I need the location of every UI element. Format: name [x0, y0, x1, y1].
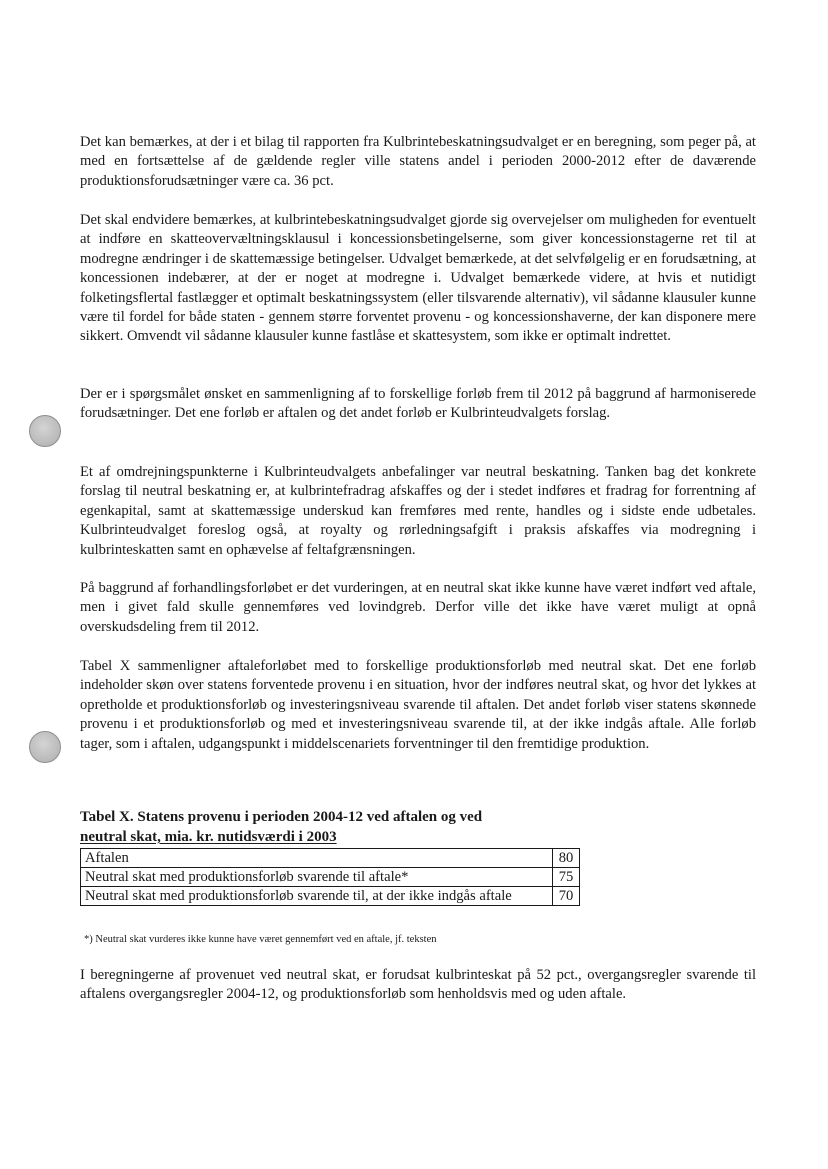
paragraph-3: Der er i spørgsmålet ønsket en sammenligning af to forskellige forløb frem til 2012 på baggrund af harmoniserede forudsætninger. Det ene forløb er aftalen og det andet forløb er Kulbrinteudvalgets forslag. — [80, 386, 756, 422]
paragraph-2: Det skal endvidere bemærkes, at kulbrintebeskatningsudvalget gjorde sig overvejelser om muligheden for eventuelt at indføre en skatteovervæltningsklausul i koncessionsbetingelserne, som giver koncessionstagerne ret til at modregne ændringer i de skattemæssige betingelser. Udvalget bemærkede, at det selvfølgelig er en forudsætning, at koncessionen indebærer, at der er noget at modregne i. Udvalget bemærkede videre, at hvis et nutidigt folketingsflertal fastlægger et optimalt beskatningssystem (eller tilsvarende alternativ), vil sådanne klausuler kunne være til fordel for både staten - gennem større forventet provenu - og koncessionshaverne, der kan disponere mere sikkert. Omvendt vil sådanne klausuler kunne fastlåse et skattesystem, som ikke er optimalt indrettet. — [80, 212, 756, 345]
punch-hole-top — [29, 415, 61, 447]
table-row — [81, 849, 580, 868]
table-row-label: Neutral skat med produktionsforløb svarende til aftale* — [81, 868, 553, 887]
table-caption-line-2: neutral skat, mia. kr. nutidsværdi i 2003 — [80, 828, 337, 845]
paragraph-5: På baggrund af forhandlingsforløbet er det vurderingen, at en neutral skat ikke kunne have været indført ved aftale, men i givet fald skulle gennemføres ved lovindgreb. Derfor ville det ikke have været muligt at opnå overskudsdeling frem til 2012. — [80, 580, 756, 635]
table-row-label: Aftalen — [81, 849, 553, 868]
table-row-value: 80 — [553, 849, 580, 868]
punch-hole-bottom — [29, 731, 61, 763]
paragraph-6: Tabel X sammenligner aftaleforløbet med to forskellige produktionsforløb med neutral skat. Det ene forløb indeholder skøn over statens forventede provenu i en situation, hvor der indføres neutral skat, og hvor det lykkes at opretholde et produktionsforløb og investeringsniveau svarende til aftalen. Det andet forløb viser statens skønnede provenu i et produktionsforløb og med et investeringsniveau svarende til, at der ikke indgås aftale. Alle forløb tager, som i aftalen, udgangspunkt i middelscenariets forventninger til den fremtidige produktion. — [80, 658, 756, 752]
table-row-value: 75 — [553, 868, 580, 887]
table-row-value: 70 — [553, 887, 580, 906]
table-row-label: Neutral skat med produktionsforløb svarende til, at der ikke indgås aftale — [81, 887, 553, 906]
table-caption-line-1: Tabel X. Statens provenu i perioden 2004-12 ved aftalen og ved — [80, 809, 483, 825]
provenu-table — [80, 848, 580, 906]
table-row — [81, 868, 580, 887]
table-row — [81, 887, 580, 906]
paragraph-7: I beregningerne af provenuet ved neutral skat, er forudsat kulbrinteskat på 52 pct., overgangsregler svarende til aftalens overgangsregler 2004-12, og produktionsforløb som henholdsvis med og uden aftale. — [80, 967, 756, 1003]
table-footnote: *) Neutral skat vurderes ikke kunne have været gennemført ved en aftale, jf. teksten — [84, 934, 437, 945]
table-caption — [80, 808, 560, 847]
paragraph-4: Et af omdrejningspunkterne i Kulbrinteudvalgets anbefalinger var neutral beskatning. Tanken bag det konkrete forslag til neutral beskatning er, at kulbrintefradrag afskaffes og der i stedet indføres et fradrag for forrentning af egenkapital, samt at skattemæssige underskud kan fremføres med rente, handles og i sidste ende udbetales. Kulbrinteudvalget foreslog også, at royalty og rørledningsafgift i praksis afskaffes via modregning i kulbrinteskatten samt en ophævelse af feltafgrænsningen. — [80, 464, 756, 558]
paragraph-1: Det kan bemærkes, at der i et bilag til rapporten fra Kulbrintebeskatningsudvalget er en beregning, som peger på, at med en fortsættelse af de gældende regler ville statens andel i perioden 2000-2012 efter de daværende produktionsforudsætninger være ca. 36 pct. — [80, 134, 756, 189]
